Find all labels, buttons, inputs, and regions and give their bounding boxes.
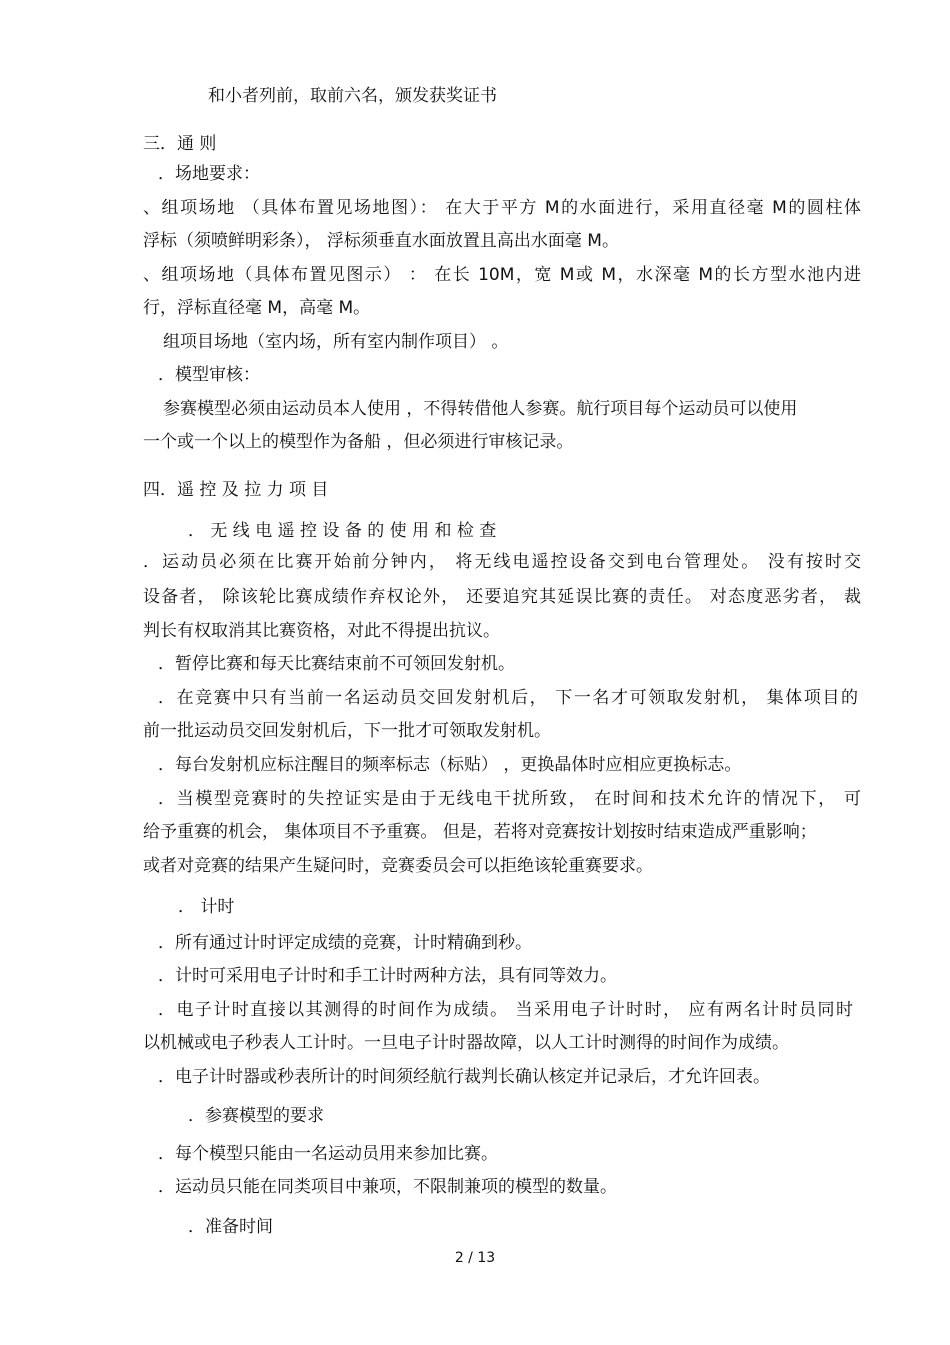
- text-line: ．当模型竞赛时的失控证实是由于无线电干扰所致， 在时间和技术允许的情况下， 可: [158, 789, 861, 809]
- text-line: ．暂停比赛和每天比赛结束前不可领回发射机。: [158, 654, 515, 674]
- text-line: 一个或一个以上的模型作为备船 ，但必须进行审核记录。: [143, 432, 574, 452]
- text-line: 前一批运动员交回发射机后，下一批才可领取发射机。: [143, 721, 551, 741]
- text-line: ．所有通过计时评定成绩的竞赛，计时精确到秒。: [158, 933, 532, 953]
- page-number: 2 / 13: [454, 1250, 496, 1266]
- subsection-heading: ．参赛模型的要求: [188, 1106, 324, 1126]
- text-line: 给予重赛的机会， 集体项目不予重赛。 但是，若将对竞赛按计划按时结束造成严重影响；: [143, 822, 817, 842]
- text-line: ．电子计时直接以其测得的时间作为成绩。 当采用电子计时时， 应有两名计时员同时: [158, 1000, 853, 1020]
- subsection-heading: ．准备时间: [188, 1217, 273, 1237]
- text-line: ．每个模型只能由一名运动员用来参加比赛。: [158, 1144, 498, 1164]
- text-line: ．计时可采用电子计时和手工计时两种方法，具有同等效力。: [158, 966, 617, 986]
- text-line: ．每台发射机应标注醒目的频率标志（标贴） ，更换晶体时应相应更换标志。: [158, 755, 742, 775]
- text-line: 参赛模型必须由运动员本人使用 ，不得转借他人参赛。航行项目每个运动员可以使用: [163, 399, 798, 419]
- text-line: 浮标（须喷鲜明彩条）， 浮标须垂直水面放置且高出水面毫 M。: [143, 231, 619, 251]
- subsection-heading: ．场地要求：: [158, 164, 260, 184]
- text-line: ．运动员必须在比赛开始前分钟内， 将无线电遥控设备交到电台管理处。 没有按时交: [143, 552, 861, 572]
- text-line: 设备者， 除该轮比赛成绩作弃权论外， 还要追究其延误比赛的责任。 对态度恶劣者， 裁: [143, 587, 861, 607]
- text-line: 、组项场地（具体布置见图示） ： 在长 10M，宽 M或 M，水深毫 M的长方型水池内进: [143, 265, 861, 285]
- section-heading: 三．通 则: [143, 134, 217, 154]
- subsection-heading: ． 计时: [178, 897, 235, 917]
- subsection-heading: ． 无 线 电 遥 控 设 备 的 使 用 和 检 查: [188, 521, 497, 541]
- text-line: 、组项场地 （具体布置见场地图）： 在大于平方 M的水面进行，采用直径毫 M的圆柱体: [143, 198, 861, 218]
- text-line: 组项目场地（室内场，所有室内制作项目） 。: [163, 332, 509, 352]
- text-line: ．运动员只能在同类项目中兼项，不限制兼项的模型的数量。: [158, 1177, 617, 1197]
- section-heading: 四．遥 控 及 拉 力 项 目: [143, 480, 329, 500]
- text-line: 或者对竞赛的结果产生疑问时，竞赛委员会可以拒绝该轮重赛要求。: [143, 856, 653, 876]
- text-line: ．在竞赛中只有当前一名运动员交回发射机后， 下一名才可领取发射机， 集体项目的: [158, 688, 858, 708]
- text-line: ．电子计时器或秒表所计的时间须经航行裁判长确认核定并记录后，才允许回表。: [158, 1067, 770, 1087]
- text-line: 以机械或电子秒表人工计时。一旦电子计时器故障，以人工计时测得的时间作为成绩。: [143, 1033, 789, 1053]
- subsection-heading: ．模型审核：: [158, 365, 260, 385]
- text-line: 行，浮标直径毫 M，高毫 M。: [143, 298, 371, 318]
- text-line: 和小者列前，取前六名，颁发获奖证书: [208, 86, 497, 106]
- text-line: 判长有权取消其比赛资格，对此不得提出抗议。: [143, 621, 500, 641]
